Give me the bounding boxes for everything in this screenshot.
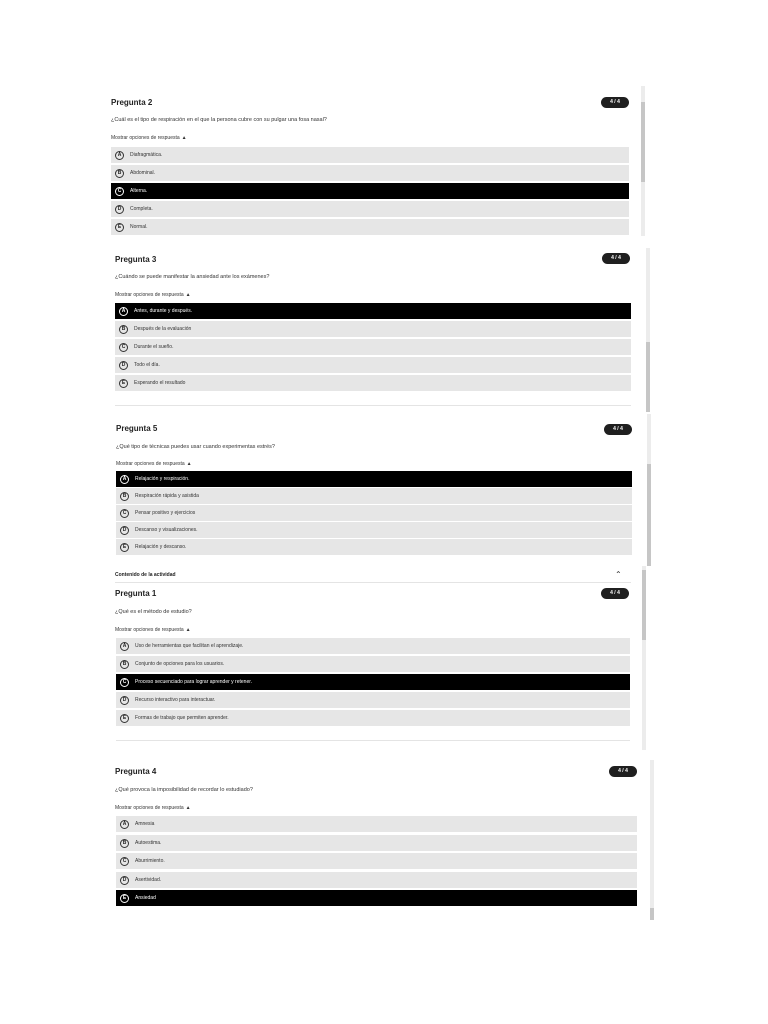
- question-panel-5: [112, 414, 657, 566]
- option-letter-b-icon: B: [120, 660, 129, 669]
- answer-option-b[interactable]: [111, 165, 629, 181]
- option-letter-c-icon: C: [115, 187, 124, 196]
- option-letter-e-icon: E: [115, 223, 124, 232]
- answer-option-a[interactable]: [111, 147, 629, 163]
- score-badge: 4 / 4: [604, 424, 632, 435]
- answer-option-d[interactable]: [116, 692, 630, 708]
- option-letter-b-icon: B: [119, 325, 128, 334]
- show-options-toggle[interactable]: [111, 135, 187, 141]
- option-letter-d-icon: D: [115, 205, 124, 214]
- option-letter-b-icon: B: [115, 169, 124, 178]
- option-letter-b-icon: B: [120, 839, 129, 848]
- option-label: Aburrimiento.: [135, 858, 165, 864]
- option-letter-a-icon: A: [120, 475, 129, 484]
- option-letter-d-icon: D: [119, 361, 128, 370]
- option-label: Pensar positivo y ejercicios: [135, 510, 196, 516]
- question-text: ¿Qué es el método de estudio?: [115, 609, 192, 615]
- answer-option-c[interactable]: [116, 505, 632, 521]
- panel-scrollbar[interactable]: [646, 248, 650, 412]
- panel-scrollbar[interactable]: [642, 566, 646, 750]
- option-label: Autoestima.: [135, 840, 162, 846]
- show-options-label: Mostrar opciones de respuesta: [115, 627, 184, 633]
- option-label: Antes, durante y después.: [134, 308, 193, 314]
- answer-option-a-selected[interactable]: [115, 303, 631, 319]
- answer-option-e[interactable]: [111, 219, 629, 235]
- caret-up-icon: ▲: [186, 461, 192, 467]
- answer-option-d[interactable]: [116, 522, 632, 538]
- option-label: Respiración rápida y asistida: [135, 493, 199, 499]
- option-label: Asertividad.: [135, 877, 162, 883]
- option-letter-e-icon: E: [120, 894, 129, 903]
- question-text: ¿Qué provoca la imposibilidad de recordar lo estudiado?: [115, 787, 253, 793]
- answer-option-b[interactable]: [116, 656, 630, 672]
- answer-option-b[interactable]: [115, 321, 631, 337]
- show-options-toggle[interactable]: [115, 805, 191, 811]
- answer-option-a[interactable]: [116, 638, 630, 654]
- answer-option-a[interactable]: [116, 816, 637, 832]
- option-label: Recurso interactivo para interactuar.: [135, 697, 216, 703]
- caret-up-icon: ▲: [185, 627, 191, 633]
- answer-option-c[interactable]: [115, 339, 631, 355]
- answer-option-c-selected[interactable]: [111, 183, 629, 199]
- panel-scrollbar-thumb[interactable]: [647, 464, 651, 566]
- score-badge: 4 / 4: [609, 766, 637, 777]
- option-label: Durante el sueño.: [134, 344, 174, 350]
- option-letter-a-icon: A: [119, 307, 128, 316]
- show-options-label: Mostrar opciones de respuesta: [115, 805, 184, 811]
- show-options-label: Mostrar opciones de respuesta: [111, 135, 180, 141]
- answer-option-a-selected[interactable]: [116, 471, 632, 487]
- option-letter-c-icon: C: [120, 509, 129, 518]
- option-label: Relajación y descanso.: [135, 544, 187, 550]
- option-letter-c-icon: C: [120, 857, 129, 866]
- option-label: Proceso secuenciado para lograr aprender y retener.: [135, 679, 253, 685]
- panel-scrollbar[interactable]: [650, 760, 654, 920]
- option-letter-a-icon: A: [120, 820, 129, 829]
- caret-up-icon: ▲: [185, 292, 191, 298]
- question-text: ¿Cuándo se puede manifestar la ansiedad ante los exámenes?: [115, 274, 270, 280]
- panel-scrollbar-thumb[interactable]: [642, 570, 646, 640]
- answer-option-c-selected[interactable]: [116, 674, 630, 690]
- option-label: Relajación y respiración.: [135, 476, 190, 482]
- question-title: Pregunta 4: [115, 767, 157, 776]
- option-letter-e-icon: E: [119, 379, 128, 388]
- option-label: Normal.: [130, 224, 148, 230]
- option-label: Diafragmática.: [130, 152, 163, 158]
- show-options-toggle[interactable]: [116, 461, 192, 467]
- answer-option-b[interactable]: [116, 488, 632, 504]
- panel-divider: [115, 405, 631, 406]
- option-label: Abdominal.: [130, 170, 156, 176]
- score-badge: 4 / 4: [602, 253, 630, 264]
- option-letter-c-icon: C: [120, 678, 129, 687]
- score-badge: 4 / 4: [601, 97, 629, 108]
- answer-option-b[interactable]: [116, 835, 637, 851]
- question-title: Pregunta 3: [115, 255, 157, 264]
- option-letter-d-icon: D: [120, 696, 129, 705]
- option-letter-c-icon: C: [119, 343, 128, 352]
- show-options-toggle[interactable]: [115, 627, 191, 633]
- show-options-toggle[interactable]: [115, 292, 191, 298]
- question-text: ¿Cuál es el tipo de respiración en el que la persona cubre con su pulgar una fosa nasal?: [111, 117, 327, 123]
- question-text: ¿Qué tipo de técnicas puedes usar cuando experimentas estrés?: [116, 444, 275, 450]
- question-panel-3: [111, 248, 656, 412]
- option-label: Después de la evaluación: [134, 326, 192, 332]
- option-letter-d-icon: D: [120, 526, 129, 535]
- option-label: Esperando el resultado: [134, 380, 186, 386]
- option-letter-a-icon: A: [120, 642, 129, 651]
- panel-scrollbar[interactable]: [641, 86, 645, 236]
- caret-up-icon: ▲: [185, 805, 191, 811]
- answer-option-d[interactable]: [116, 872, 637, 888]
- answer-option-e[interactable]: [115, 375, 631, 391]
- option-label: Descanso y visualizaciones.: [135, 527, 198, 533]
- option-label: Completa.: [130, 206, 153, 212]
- show-options-label: Mostrar opciones de respuesta: [115, 292, 184, 298]
- answer-option-e[interactable]: [116, 710, 630, 726]
- panel-scrollbar-thumb[interactable]: [650, 908, 654, 920]
- question-panel-1: [112, 566, 649, 750]
- show-options-label: Mostrar opciones de respuesta: [116, 461, 185, 467]
- panel-scrollbar[interactable]: [647, 414, 651, 566]
- option-letter-e-icon: E: [120, 543, 129, 552]
- question-title: Pregunta 1: [115, 589, 157, 598]
- option-label: Todo el día.: [134, 362, 160, 368]
- option-label: Formas de trabajo que permiten aprender.: [135, 715, 229, 721]
- panel-scrollbar-thumb[interactable]: [641, 102, 645, 182]
- answer-option-d[interactable]: [115, 357, 631, 373]
- option-letter-d-icon: D: [120, 876, 129, 885]
- option-letter-b-icon: B: [120, 492, 129, 501]
- option-label: Alterna.: [130, 188, 148, 194]
- activity-content-header[interactable]: Contenido de la actividad: [115, 572, 176, 578]
- caret-up-icon: ▲: [181, 135, 187, 141]
- answer-option-e[interactable]: [116, 539, 632, 555]
- question-title: Pregunta 2: [111, 98, 153, 107]
- option-label: Amnesia: [135, 821, 155, 827]
- option-letter-e-icon: E: [120, 714, 129, 723]
- option-label: Ansiedad: [135, 895, 156, 901]
- answer-option-e-selected[interactable]: [116, 890, 637, 906]
- answer-option-c[interactable]: [116, 853, 637, 869]
- option-label: Uso de herramientas que facilitan el aprendizaje.: [135, 643, 244, 649]
- section-divider: [115, 582, 631, 583]
- question-panel-4: [112, 760, 658, 920]
- panel-scrollbar-thumb[interactable]: [646, 342, 650, 412]
- option-letter-a-icon: A: [115, 151, 124, 160]
- question-title: Pregunta 5: [116, 424, 158, 433]
- answer-option-d[interactable]: [111, 201, 629, 217]
- score-badge: 4 / 4: [601, 588, 629, 599]
- question-panel-2: [108, 86, 648, 242]
- option-label: Conjunto de opciones para los usuarios.: [135, 661, 225, 667]
- panel-divider: [116, 740, 630, 741]
- chevron-up-icon[interactable]: ⌃: [615, 570, 622, 579]
